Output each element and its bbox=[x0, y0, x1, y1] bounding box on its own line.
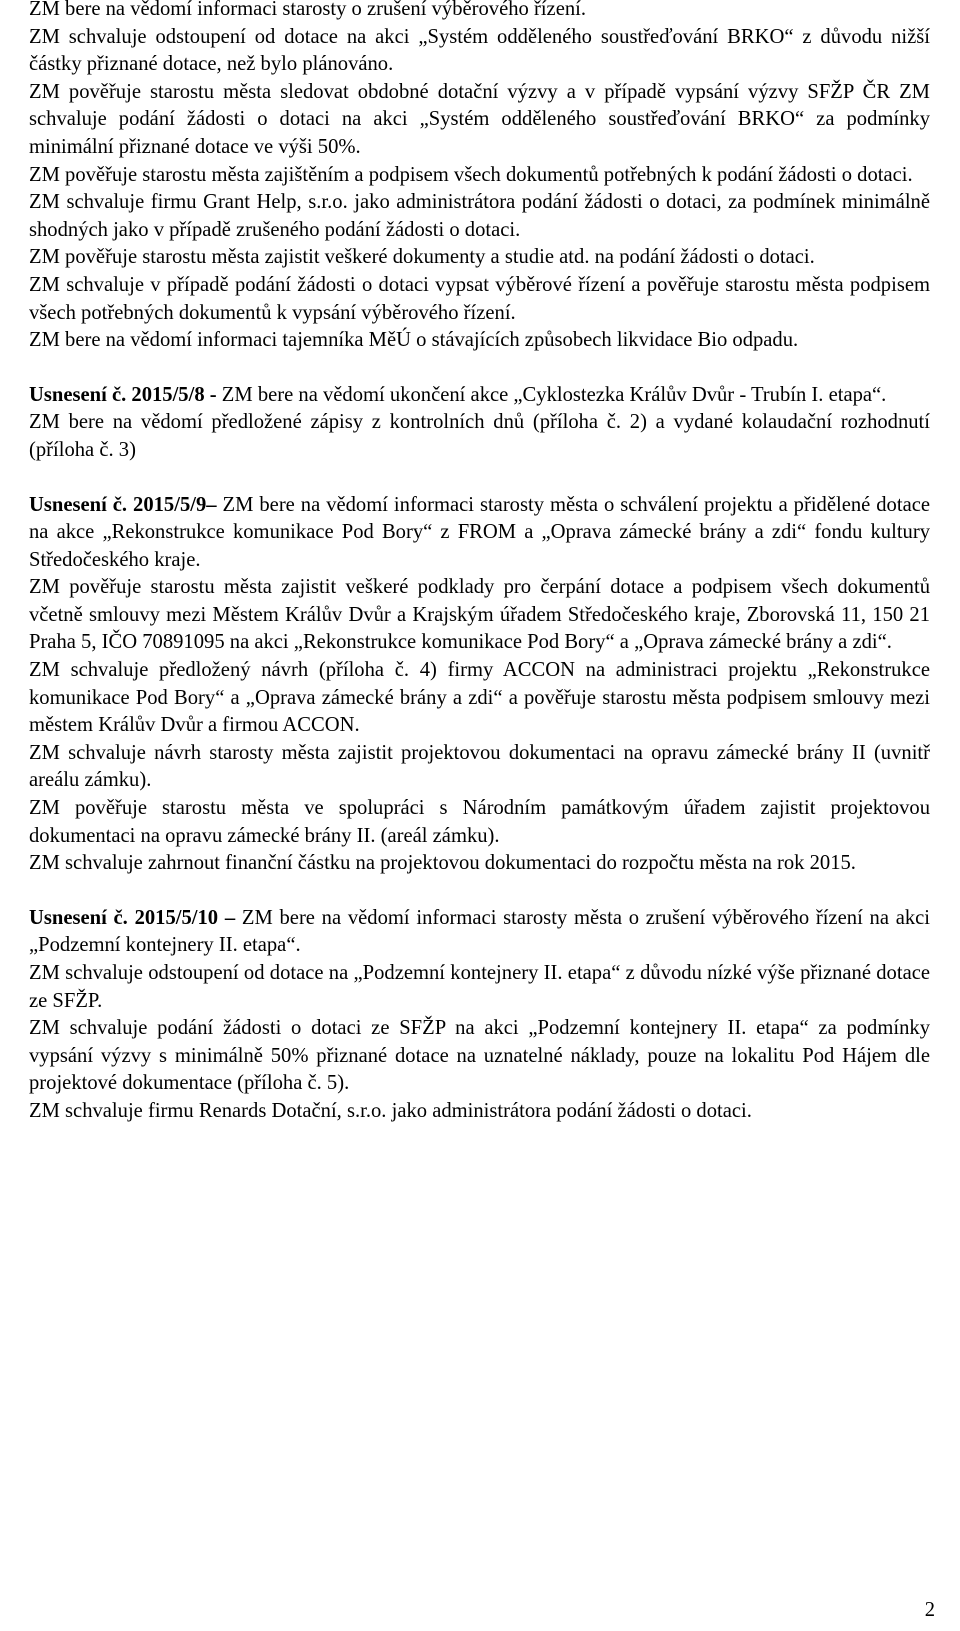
resolution-8-paragraph-0: ZM bere na vědomí předložené zápisy z kontrolních dnů (příloha č. 2) a vydané kolaudační rozhodnutí (příloha č. 3) bbox=[29, 411, 930, 461]
paragraph-a5: ZM pověřuje starostu města zajistit veškeré dokumenty a studie atd. na podání žádosti o dotaci. bbox=[29, 246, 815, 269]
resolution-10-paragraph-0: ZM schvaluje odstoupení od dotace na „Podzemní kontejnery II. etapa“ z důvodu nízké výše přiznané dotace ze SFŽP. bbox=[29, 962, 930, 1012]
resolution-9-paragraph-0: ZM pověřuje starostu města zajistit veškeré podklady pro čerpání dotace a podpisem všech dokumentů včetně smlouvy mezi Městem Králův Dvůr a Krajským úřadem Středočeského kraje, Zborovská 11, 150 21 Praha 5, IČO 70891095 na akci „Rekonstrukce komunikace Pod Bory“ a „Oprava zámecké brány a zdi“. bbox=[29, 576, 930, 654]
paragraph-a0: ZM bere na vědomí informaci starosty o zrušení výběrového řízení. bbox=[29, 0, 586, 20]
resolution-10-paragraph-2: ZM schvaluje firmu Renards Dotační, s.r.o. jako administrátora podání žádosti o dotaci. bbox=[29, 1099, 752, 1122]
resolution-9-label: Usnesení č. 2015/5/9– bbox=[29, 493, 217, 516]
paragraph-a1: ZM schvaluje odstoupení od dotace na akci „Systém odděleného soustřeďování BRKO“ z důvodu nižší částky přiznané dotace, než bylo plánováno. bbox=[29, 25, 930, 76]
resolution-8-label: Usnesení č. 2015/5/8 - bbox=[29, 383, 217, 406]
resolution-9-text: ZM bere na vědomí informaci starosty města o schválení projektu a přidělené dotace na akce „Rekonstrukce komunikace Pod Bory“ z FROM a „Oprava zámecké brány a zdi“ fondu kultury Středočeského kraje. bbox=[29, 493, 930, 571]
paragraph-a3: ZM pověřuje starostu města zajištěním a podpisem všech dokumentů potřebných k podání žádosti o dotaci. bbox=[29, 163, 913, 186]
paragraph-a4: ZM schvaluje firmu Grant Help, s.r.o. jako administrátora podání žádosti o dotaci, za podmínek minimálně shodných jako v případě zrušeného podání žádosti o dotaci. bbox=[29, 191, 930, 241]
paragraph-a7: ZM bere na vědomí informaci tajemníka MěÚ o stávajících způsobech likvidace Bio odpadu. bbox=[29, 329, 799, 352]
resolution-9-paragraph-4: ZM schvaluje zahrnout finanční částku na projektovou dokumentaci do rozpočtu města na rok 2015. bbox=[29, 852, 856, 875]
resolution-10-paragraph-1: ZM schvaluje podání žádosti o dotaci ze SFŽP na akci „Podzemní kontejnery II. etapa“ za podmínky vypsání výzvy s minimálně 50% přiznané dotace na uznatelné náklady, pouze na lokalitu Pod Hájem dle projektové dokumentace (příloha č. 5). bbox=[29, 1017, 930, 1095]
page-number: 2 bbox=[924, 1599, 935, 1621]
section-gap bbox=[29, 878, 930, 905]
paragraph-a2: ZM pověřuje starostu města sledovat obdobné dotační výzvy a v případě vypsání výzvy SFŽP ČR ZM schvaluje podání žádosti o dotaci na akci „Systém odděleného soustřeďování BRKO“ za podmínky minimální přiznané dotace ve výši 50%. bbox=[29, 80, 930, 158]
resolution-10-text: ZM bere na vědomí informaci starosty města o zrušení výběrového řízení na akci „Podzemní kontejnery II. etapa“. bbox=[29, 906, 930, 957]
document-body bbox=[29, 0, 930, 1126]
paragraph-a6: ZM schvaluje v případě podání žádosti o dotaci vypsat výběrové řízení a pověřuje starostu města podpisem všech potřebných dokumentů k vypsání výběrového řízení. bbox=[29, 273, 930, 324]
resolution-10-label: Usnesení č. 2015/5/10 – bbox=[29, 906, 236, 929]
section-gap bbox=[29, 355, 930, 382]
resolution-9-paragraph-3: ZM pověřuje starostu města ve spolupráci s Národním památkovým úřadem zajistit projektovou dokumentaci na opravu zámecké brány II. (areál zámku). bbox=[29, 797, 930, 847]
section-gap bbox=[29, 465, 930, 492]
resolution-9-paragraph-2: ZM schvaluje návrh starosty města zajistit projektovou dokumentaci na opravu zámecké brány II (uvnitř areálu zámku). bbox=[29, 741, 930, 792]
resolution-9-intro bbox=[29, 492, 930, 575]
resolution-8-intro bbox=[29, 382, 930, 410]
resolution-10-intro bbox=[29, 905, 930, 960]
resolution-8-text: ZM bere na vědomí ukončení akce „Cyklostezka Králův Dvůr - Trubín I. etapa“. bbox=[216, 383, 887, 406]
resolution-9-paragraph-1: ZM schvaluje předložený návrh (příloha č. 4) firmy ACCON na administraci projektu „Rekonstrukce komunikace Pod Bory“ a „Oprava zámecké brány a zdi“ a pověřuje starostu města podpisem smlouvy mezi městem Králův Dvůr a firmou ACCON. bbox=[29, 659, 930, 737]
